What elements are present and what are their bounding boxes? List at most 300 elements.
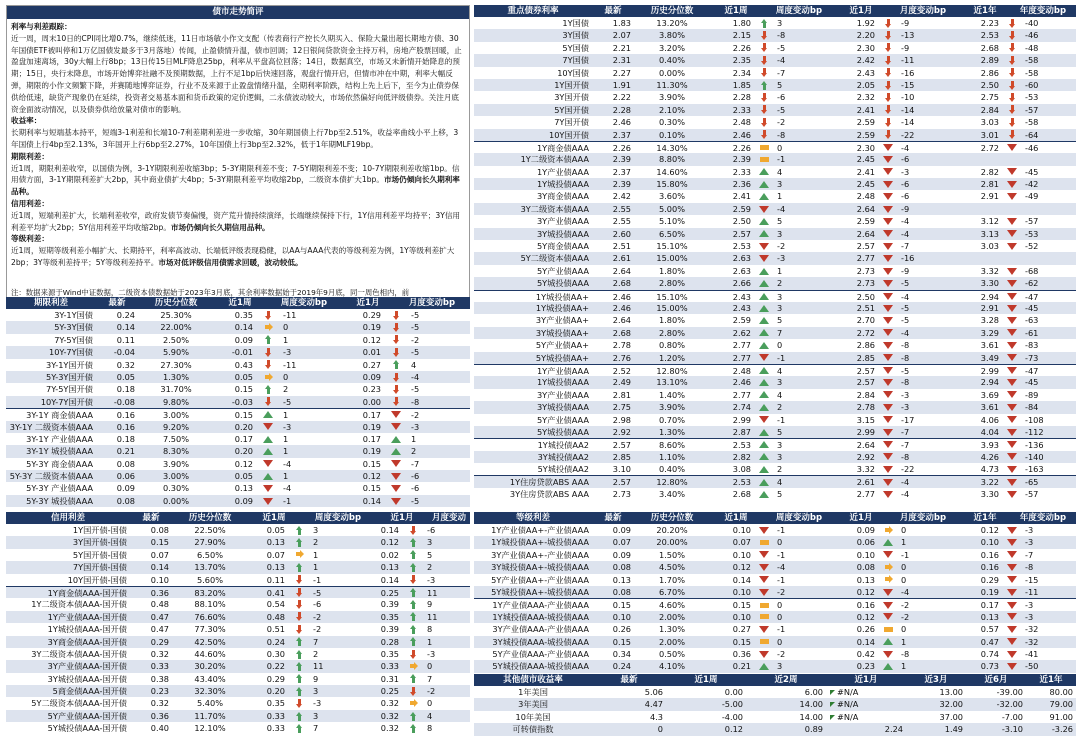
arrow-up-icon <box>410 538 417 547</box>
yield-value: 1.49 <box>944 724 963 735</box>
column-header: 近3月 <box>924 675 948 685</box>
table-row <box>6 648 470 660</box>
change-icon-cell <box>878 29 898 41</box>
week-value: 0.05 <box>234 471 253 482</box>
year-value: 0.73 <box>980 661 999 672</box>
month-value: 0.12 <box>362 334 381 345</box>
change-icon-cell <box>754 153 774 165</box>
row-label: 10Y国开债 <box>549 129 589 140</box>
column-header: 近1年 <box>973 513 997 523</box>
row-label: 7Y国开债 <box>554 117 589 128</box>
row-label: 5Y产业债AAA-产业债AAA <box>492 648 589 659</box>
table-row <box>6 673 470 685</box>
table-row <box>474 91 1076 103</box>
section-text: 长期利率与短端基本持平，短端3-1利差和长端10-7利差期利差进一步收缩，30年期国债上行7bp至2.51%，收益率曲线小平上移，3年国债上行4bp至2.13%，3年国开上行6bp至2.27%，10年国债上行3bp至2.32%，低于1年期MLF19bp。 <box>11 128 459 149</box>
latest-value: 2.76 <box>612 352 631 363</box>
row-label: 3Y国债 <box>562 30 589 41</box>
week-value: -0.03 <box>231 396 253 407</box>
month-value: 0.32 <box>380 710 399 721</box>
table-row <box>6 445 470 457</box>
week-value: 2.82 <box>732 451 751 462</box>
week-value: 2.39 <box>732 154 751 165</box>
change-icon-cell <box>1002 365 1022 376</box>
percentile-value: 9.20% <box>162 421 189 432</box>
table-row <box>474 265 1076 277</box>
week-value: 0.54 <box>266 599 285 610</box>
table-row <box>474 574 1076 586</box>
change-icon-cell <box>754 574 774 586</box>
year-value: 2.72 <box>980 142 999 153</box>
arrow-down-icon <box>1009 105 1016 114</box>
year-value: 2.94 <box>980 377 999 388</box>
arrow-down-icon <box>1009 118 1016 127</box>
arrow-down-icon <box>1009 19 1016 28</box>
triangle-down-icon <box>1007 379 1017 386</box>
row-label: 5Y二级资本债AAA <box>520 253 589 264</box>
triangle-down-icon <box>883 391 893 398</box>
week-change: -2 <box>777 586 786 597</box>
year-value: 3.01 <box>980 129 999 140</box>
change-icon-cell <box>878 623 898 635</box>
column-header: 历史分位数 <box>188 513 232 523</box>
month-value: 0.12 <box>362 471 381 482</box>
row-label: 1Y产业债AA+-产业债AAA <box>491 525 589 535</box>
arrow-down-icon <box>885 130 892 139</box>
table-row <box>6 433 470 445</box>
percentile-value: 3.80% <box>658 30 685 41</box>
week-change: 5 <box>777 426 783 437</box>
triangle-down-icon <box>883 491 893 498</box>
table-row <box>474 711 1076 723</box>
month-change: -6 <box>901 191 910 202</box>
month-value: 0.39 <box>380 624 399 635</box>
percentile-value: 12.10% <box>194 723 226 734</box>
week-value: 2.87 <box>732 426 751 437</box>
latest-value: 2.39 <box>612 179 631 190</box>
latest-value: 0.34 <box>612 648 631 659</box>
row-label: 1年美国 <box>518 687 548 697</box>
triangle-down-icon <box>883 268 893 275</box>
year-value: 2.82 <box>980 166 999 177</box>
month-change: -5 <box>411 495 420 506</box>
month-value: 2.30 <box>856 42 875 53</box>
percentile-value: 6.50% <box>196 549 223 560</box>
year-value: 0.17 <box>980 600 999 611</box>
percentile-value: 43.40% <box>194 673 226 684</box>
change-icon-cell <box>1002 190 1022 202</box>
change-icon-cell <box>256 482 280 494</box>
month-change: 4 <box>411 359 417 370</box>
year-change: -40 <box>1025 18 1039 28</box>
triangle-down-icon <box>1007 651 1017 658</box>
percentile-value: 2.80% <box>658 278 685 289</box>
month-value: 2.84 <box>856 389 875 400</box>
month-change: -4 <box>901 216 910 227</box>
latest-value: 0.48 <box>150 599 169 610</box>
latest-value: 2.92 <box>612 426 631 437</box>
percentile-value: 0.30% <box>658 117 685 128</box>
week-value: 0.24 <box>266 636 285 647</box>
table-row <box>474 190 1076 202</box>
column-header: 周度变动bp <box>280 298 328 308</box>
month-change: -16 <box>901 253 915 264</box>
triangle-down-icon <box>1007 626 1017 633</box>
month-value: 2.48 <box>856 191 875 202</box>
change-icon-cell <box>878 153 898 165</box>
week-value: 0.15 <box>732 600 751 611</box>
column-header: 月度变动bp <box>431 513 466 535</box>
change-icon-cell <box>878 240 898 252</box>
latest-value: 1.91 <box>612 79 631 90</box>
percentile-value: 4.50% <box>658 562 685 573</box>
change-icon-cell <box>1002 17 1022 29</box>
change-icon-cell <box>754 302 774 314</box>
month-change: -5 <box>411 347 420 358</box>
percentile-value: 0.40% <box>658 55 685 66</box>
percentile-value: 20.20% <box>656 525 688 535</box>
week-value: 0.13 <box>266 537 285 548</box>
triangle-down-icon <box>1007 551 1017 558</box>
year-value: 2.99 <box>980 365 999 376</box>
percentile-value: 1.30% <box>162 371 189 382</box>
month-change: -7 <box>901 440 910 451</box>
week-value: 0.48 <box>266 611 285 622</box>
month-change: -14 <box>901 117 915 128</box>
triangle-down-icon <box>759 576 769 583</box>
year-change: -58 <box>1025 67 1039 78</box>
yield-value: -39.00 <box>996 687 1023 697</box>
row-label: 1Y商金债AAA-国开债 <box>47 587 127 598</box>
year-value: 2.75 <box>980 92 999 103</box>
error-flag-icon <box>830 702 835 707</box>
month-change: -4 <box>901 488 910 499</box>
change-icon-cell <box>1002 215 1022 227</box>
row-label: 1Y城投债AA+-城投债AAA <box>491 537 589 548</box>
change-icon-cell <box>1002 476 1022 487</box>
month-change: 1 <box>901 537 907 548</box>
change-icon-cell <box>754 29 774 41</box>
change-icon-cell <box>288 697 310 709</box>
week-value: 2.33 <box>732 104 751 115</box>
week-change: -1 <box>777 414 786 425</box>
triangle-down-icon <box>759 589 769 596</box>
change-icon-cell <box>754 116 774 128</box>
triangle-down-icon <box>1007 391 1017 398</box>
column-header: 近1周 <box>724 6 748 16</box>
month-change: -22 <box>901 464 915 475</box>
week-value: 2.53 <box>732 440 751 451</box>
triangle-down-icon <box>1007 230 1017 237</box>
month-change: -5 <box>411 310 420 320</box>
yield-value: -4.00 <box>721 711 743 722</box>
percentile-value: 14.60% <box>656 166 688 177</box>
arrow-down-icon <box>296 612 303 621</box>
latest-value: 0.08 <box>116 458 135 469</box>
change-icon-cell <box>1002 42 1022 54</box>
week-change: -4 <box>777 203 786 214</box>
latest-value: 2.49 <box>612 377 631 388</box>
column-header: 最新 <box>620 675 638 685</box>
triangle-up-icon <box>759 441 769 448</box>
latest-value: 0.23 <box>150 686 169 697</box>
month-change: -6 <box>901 179 910 190</box>
table-row <box>474 376 1076 388</box>
week-change: 1 <box>283 471 289 482</box>
latest-value: 0.16 <box>116 421 135 432</box>
percentile-value: 0.00% <box>162 495 189 506</box>
triangle-down-icon <box>883 329 893 336</box>
week-change: 5 <box>777 488 783 499</box>
year-change: -45 <box>1025 377 1039 388</box>
week-change: -6 <box>313 599 322 610</box>
month-change: -9 <box>901 42 910 53</box>
month-change: -6 <box>411 483 420 494</box>
change-icon-cell <box>754 414 774 426</box>
month-value: 2.77 <box>856 488 875 499</box>
month-value: 2.77 <box>856 253 875 264</box>
latest-value: 2.26 <box>612 142 631 153</box>
change-icon-cell <box>878 91 898 103</box>
year-value: 3.30 <box>980 488 999 499</box>
triangle-down-icon <box>883 367 893 374</box>
month-value: 0.10 <box>856 549 875 560</box>
percentile-value: 22.50% <box>194 525 226 535</box>
year-value: 2.53 <box>980 30 999 41</box>
change-icon-cell <box>878 190 898 202</box>
column-header: 近1月 <box>849 513 873 523</box>
percentile-value: 25.30% <box>160 310 192 320</box>
triangle-up-icon <box>263 411 273 418</box>
table-row <box>474 141 1076 153</box>
arrow-right-icon <box>885 575 892 584</box>
year-change: -64 <box>1025 129 1039 140</box>
grade-spread-table <box>474 512 1076 673</box>
latest-value: 2.68 <box>612 327 631 338</box>
month-value: 2.70 <box>856 315 875 326</box>
table-row <box>474 277 1076 289</box>
latest-value: 0.32 <box>150 648 169 659</box>
latest-value: 0.07 <box>150 549 169 560</box>
arrow-up-icon <box>265 335 272 344</box>
change-icon-cell <box>256 371 280 383</box>
month-value: 0.15 <box>362 483 381 494</box>
column-header: 重点债券利率 <box>507 6 559 16</box>
percentile-value: 2.80% <box>658 327 685 338</box>
row-label: 1Y产业债AAA <box>536 166 589 177</box>
percentile-value: 31.70% <box>160 384 192 395</box>
month-value: 0.26 <box>856 624 875 635</box>
change-icon-cell <box>384 495 408 507</box>
week-value: 0.35 <box>234 310 253 320</box>
week-change: 0 <box>777 600 783 611</box>
week-value: 0.20 <box>266 686 285 697</box>
week-value: 0.17 <box>234 433 253 444</box>
week-value: 0.13 <box>266 562 285 573</box>
month-change: -5 <box>901 278 910 289</box>
triangle-down-icon <box>391 485 401 492</box>
percentile-value: 88.10% <box>194 599 226 610</box>
table-row <box>6 623 470 635</box>
week-value: 0.33 <box>266 723 285 734</box>
week-value: 0.14 <box>732 574 751 585</box>
table-row <box>6 371 470 383</box>
year-change: -84 <box>1025 402 1039 413</box>
year-change: -57 <box>1025 216 1039 227</box>
arrow-down-icon <box>1009 31 1016 40</box>
change-icon-cell <box>878 17 898 29</box>
latest-value: 0.36 <box>150 587 169 598</box>
triangle-down-icon <box>1007 329 1017 336</box>
change-icon-cell <box>754 439 774 450</box>
percentile-value: 3.60% <box>658 191 685 202</box>
section-text: 近1周，期限利差收窄，以国债为例，3-1Y期限利差收缩3bp；5-3Y期限利差不变；7-5Y期限利差不变；10-7Y期限利差收缩1bp。信用债方面，3-1Y期限利差扩大2bp，其中商业债扩大4bp；5-3Y期限利差平均收缩2bp，二级资本债扩大1bp。 <box>11 163 460 185</box>
arrow-up-icon <box>761 81 768 90</box>
arrow-down-icon <box>761 105 768 114</box>
yield-value <box>826 711 906 723</box>
change-icon-cell <box>402 673 424 685</box>
table-row <box>474 438 1076 450</box>
week-value: 2.74 <box>732 402 751 413</box>
change-icon-cell <box>754 54 774 66</box>
change-icon-cell <box>402 710 424 722</box>
column-header: 月度变动bp <box>899 6 947 16</box>
arrow-up-icon <box>296 724 303 733</box>
table-row <box>474 488 1076 500</box>
week-change: -3 <box>313 698 322 709</box>
month-value: 0.39 <box>380 599 399 610</box>
month-change: -3 <box>427 648 436 659</box>
week-change: -4 <box>283 458 292 469</box>
percentile-value: 83.20% <box>194 587 226 598</box>
latest-value: 0.09 <box>116 483 135 494</box>
month-change: 1 <box>901 661 907 672</box>
yield-value: #N/A <box>837 699 859 710</box>
row-label: 3Y产业债AA+-产业债AAA <box>491 549 589 560</box>
row-label: 3Y住房贷款ABS AAA <box>509 488 589 499</box>
week-change: 0 <box>777 636 783 647</box>
percentile-value: 13.20% <box>656 18 688 28</box>
table-row <box>474 153 1076 165</box>
year-change: -57 <box>1025 104 1039 115</box>
percentile-value: 3.90% <box>162 458 189 469</box>
change-icon-cell <box>1002 91 1022 103</box>
month-value: 1.92 <box>856 18 875 28</box>
change-icon-cell <box>878 142 898 153</box>
latest-value: 2.46 <box>612 302 631 313</box>
change-icon-cell <box>878 116 898 128</box>
table-row <box>474 116 1076 128</box>
triangle-down-icon <box>391 423 401 430</box>
row-label: 3Y二级资本债AAA <box>520 203 589 214</box>
change-icon-cell <box>878 414 898 426</box>
year-value: 3.13 <box>980 228 999 239</box>
percentile-value: 5.00% <box>658 203 685 214</box>
month-change: -16 <box>901 67 915 78</box>
week-change: -11 <box>283 310 297 320</box>
percentile-value: 0.40% <box>658 464 685 475</box>
change-icon-cell <box>754 79 774 91</box>
change-icon-cell <box>878 426 898 438</box>
week-value: 0.15 <box>732 636 751 647</box>
triangle-down-icon <box>883 379 893 386</box>
latest-value: 2.31 <box>612 55 631 66</box>
table-row <box>474 17 1076 29</box>
percentile-value: 7.50% <box>162 433 189 444</box>
row-label: 1Y二级资本债AAA <box>520 154 589 165</box>
year-change: -89 <box>1025 389 1039 400</box>
week-value: 0.10 <box>732 586 751 597</box>
month-change: -2 <box>411 410 420 421</box>
table-row <box>6 586 470 598</box>
change-icon-cell <box>754 524 774 536</box>
table-row <box>474 401 1076 413</box>
latest-value: 2.64 <box>612 265 631 276</box>
change-icon-cell <box>384 409 408 420</box>
week-value: 0.27 <box>732 624 751 635</box>
arrow-up-icon <box>296 563 303 572</box>
month-change: 11 <box>427 611 438 622</box>
arrow-down-icon <box>885 105 892 114</box>
arrow-up-icon <box>296 637 303 646</box>
table-row <box>6 309 470 321</box>
percentile-value: 5.10% <box>658 216 685 227</box>
change-icon-cell <box>878 104 898 116</box>
row-label: 3Y商金债AAA-国开债 <box>47 636 127 647</box>
table-row <box>6 710 470 722</box>
week-value: 2.68 <box>732 488 751 499</box>
row-label: 3Y-1Y 商金债AAA <box>26 410 93 421</box>
month-change: 2 <box>411 446 417 457</box>
table-row <box>474 389 1076 401</box>
change-icon-cell <box>1002 116 1022 128</box>
week-change: 3 <box>313 710 319 721</box>
change-icon-cell <box>1002 426 1022 438</box>
percentile-value: 76.60% <box>194 611 226 622</box>
week-change: -8 <box>777 129 786 140</box>
table-row <box>6 598 470 610</box>
triangle-down-icon <box>759 243 769 250</box>
triangle-down-icon <box>263 460 273 467</box>
week-change: -5 <box>313 587 322 598</box>
month-value: 2.57 <box>856 241 875 252</box>
week-value: 2.77 <box>732 352 751 363</box>
row-label: 5Y产业债AA+-产业债AAA <box>491 574 589 585</box>
table-row <box>474 228 1076 240</box>
row-label: 3Y国开债 <box>554 92 589 103</box>
arrow-down-icon <box>1009 43 1016 52</box>
key-yields-table <box>474 5 1076 500</box>
row-label: 5Y-3Y 商金债AAA <box>26 458 93 469</box>
percentile-value: 5.90% <box>162 347 189 358</box>
month-value: 0.14 <box>380 574 399 585</box>
arrow-down-icon <box>1009 81 1016 90</box>
change-icon-cell <box>878 636 898 648</box>
column-header: 年度变动bp <box>1019 513 1067 523</box>
table-row <box>474 723 1076 735</box>
arrow-up-icon <box>761 19 768 28</box>
week-value: 1.80 <box>732 18 751 28</box>
column-header: 其他债市收益率 <box>503 675 563 685</box>
table-row <box>6 346 470 358</box>
arrow-down-icon <box>296 575 303 584</box>
row-label: 1Y产业债AAA <box>536 365 589 376</box>
arrow-down-icon <box>265 397 272 406</box>
change-icon-cell <box>878 79 898 91</box>
change-icon-cell <box>288 549 310 561</box>
triangle-down-icon <box>883 280 893 287</box>
triangle-down-icon <box>1007 479 1017 486</box>
week-value: 0.09 <box>234 495 253 506</box>
